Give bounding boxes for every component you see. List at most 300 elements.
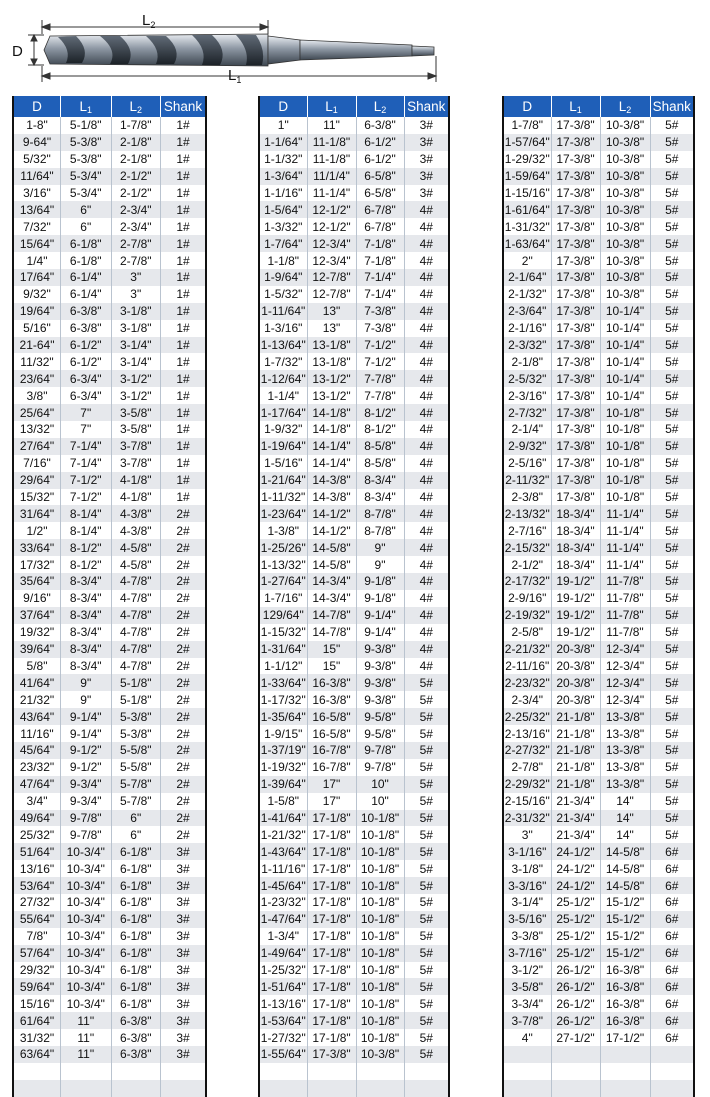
cell-flute-length: 6-5/8" <box>356 168 404 185</box>
cell-shank: 1# <box>161 337 207 354</box>
cell-overall-length: 17-1/8" <box>307 911 356 928</box>
cell-diameter: 3-3/16" <box>503 877 551 894</box>
cell-overall-length: 5-3/4" <box>60 168 111 185</box>
cell-shank: 2# <box>176 523 190 538</box>
cell-diameter: 13/16" <box>13 860 60 877</box>
cell-shank: 6# <box>650 945 694 962</box>
cell-overall-length: 11-1/4" <box>307 185 356 202</box>
cell-shank: 2# <box>161 641 207 658</box>
cell-overall-length: 17" <box>307 776 356 793</box>
cell-diameter: 1-27/64" <box>260 574 306 589</box>
cell-shank: 5# <box>650 168 694 185</box>
table-row <box>13 995 206 1012</box>
cell-shank: 6# <box>665 996 679 1011</box>
cell-diameter: 1-27/32" <box>260 1030 306 1045</box>
cell-diameter: 1-11/32" <box>259 489 307 506</box>
cell-flute-length: 10-1/8" <box>600 404 650 421</box>
cell-overall-length: 15" <box>307 658 356 675</box>
cell-overall-length: 17-3/8" <box>551 353 600 370</box>
table-row <box>13 658 206 675</box>
cell-flute-length: 14" <box>600 793 650 810</box>
cell-overall-length: 17-3/8" <box>551 337 600 354</box>
cell-shank: 6# <box>665 929 679 944</box>
cell-flute-length: 10-3/8" <box>600 252 650 269</box>
cell-flute-length: 7-1/8" <box>356 252 404 269</box>
table-row <box>503 370 694 387</box>
cell-shank: 5# <box>419 827 433 842</box>
cell-diameter: 1-47/64" <box>260 912 306 927</box>
cell-shank: 5# <box>650 201 694 218</box>
cell-flute-length: 7-1/4" <box>356 269 404 286</box>
l2-dimension-label: $L_2$ <box>142 12 156 30</box>
cell-shank: 5# <box>665 658 679 673</box>
cell-shank: 4# <box>419 422 433 437</box>
table-row <box>259 810 449 827</box>
table-row <box>13 962 206 979</box>
cell-diameter: 2-15/32" <box>504 540 550 555</box>
cell-flute-length: 10-1/8" <box>356 810 404 827</box>
cell-flute-length: 6-7/8" <box>356 218 404 235</box>
cell-diameter: 45/64" <box>13 742 60 759</box>
cell-flute-length: 10-3/8" <box>600 117 650 134</box>
cell-shank: 5# <box>650 269 694 286</box>
cell-diameter: 2-25/32" <box>504 709 550 724</box>
table-row <box>259 185 449 202</box>
table-row <box>503 843 694 860</box>
cell-shank: 5# <box>650 708 694 725</box>
cell-flute-length: 4-7/8" <box>111 607 161 624</box>
cell-diameter: 2-1/64" <box>503 269 551 286</box>
cell-flute-length: 3-1/2" <box>111 370 161 387</box>
col-header-l2: $L_2$ <box>600 96 650 117</box>
cell-shank: 5# <box>650 742 694 759</box>
table-row <box>259 624 449 641</box>
cell-diameter: 17/32" <box>13 556 60 573</box>
cell-shank: 3# <box>176 1030 190 1045</box>
cell-overall-length: 13" <box>307 320 356 337</box>
cell-shank: 6# <box>665 861 679 876</box>
cell-flute-length: 4-5/8" <box>111 556 161 573</box>
cell-flute-length: 5-1/8" <box>111 674 161 691</box>
cell-overall-length <box>60 1063 111 1080</box>
cell-overall-length: 10-3/4" <box>60 877 111 894</box>
cell-overall-length: 18-3/4" <box>551 505 600 522</box>
drill-size-table-3 <box>502 96 695 1097</box>
cell-flute-length: 8-1/2" <box>356 421 404 438</box>
cell-shank: 4# <box>404 370 449 387</box>
cell-overall-length: 6-1/4" <box>60 286 111 303</box>
cell-overall-length: 17-3/8" <box>551 489 600 506</box>
cell-flute-length: 9" <box>356 556 404 573</box>
cell-flute-length: 9-3/8" <box>356 658 404 675</box>
cell-flute-length: 6-1/8" <box>111 843 161 860</box>
cell-diameter: 2-7/16" <box>503 522 551 539</box>
cell-flute-length: 6" <box>111 826 161 843</box>
cell-flute-length: 2-1/2" <box>111 168 161 185</box>
table-row <box>259 134 449 151</box>
cell-flute-length: 3-1/4" <box>111 353 161 370</box>
cell-diameter: 1-1/4" <box>259 387 307 404</box>
table-row <box>13 438 206 455</box>
cell-flute-length: 11-1/4" <box>600 522 650 539</box>
cell-overall-length: 18-3/4" <box>551 539 600 556</box>
cell-overall-length: 11-1/8" <box>307 151 356 168</box>
cell-overall-length: 17-3/8" <box>551 252 600 269</box>
cell-shank: 2# <box>161 708 207 725</box>
cell-shank: 3# <box>161 877 207 894</box>
cell-diameter: 23/32" <box>13 759 60 776</box>
cell-flute-length: 11-1/4" <box>600 539 650 556</box>
cell-shank: 4# <box>419 388 433 403</box>
cell-diameter: 9/32" <box>13 286 60 303</box>
cell-overall-length <box>307 1080 356 1097</box>
cell-shank: 2# <box>176 794 190 809</box>
cell-flute-length: 10-1/8" <box>356 962 404 979</box>
table-row <box>503 404 694 421</box>
cell-diameter: 4" <box>503 1029 551 1046</box>
cell-flute-length: 6-1/2" <box>356 151 404 168</box>
table-row <box>503 472 694 489</box>
table-row <box>13 843 206 860</box>
cell-shank: 4# <box>404 438 449 455</box>
cell-shank: 1# <box>161 134 207 151</box>
cell-diameter: 15/16" <box>13 995 60 1012</box>
cell-diameter: 2-11/32" <box>503 472 551 489</box>
cell-shank: 1# <box>161 303 207 320</box>
table-row <box>503 286 694 303</box>
cell-flute-length: 9-1/8" <box>356 573 404 590</box>
cell-flute-length: 10-1/4" <box>600 337 650 354</box>
table-row <box>503 928 694 945</box>
cell-diameter: 1-31/32" <box>504 219 550 234</box>
cell-overall-length: 17-1/8" <box>307 995 356 1012</box>
cell-shank: 3# <box>176 996 190 1011</box>
cell-overall-length: 14-1/2" <box>307 522 356 539</box>
cell-diameter: 1-13/32" <box>260 557 306 572</box>
cell-shank: 1# <box>176 118 190 133</box>
cell-diameter: 3-7/8" <box>503 1012 551 1029</box>
cell-shank: 5# <box>650 303 694 320</box>
cell-shank: 5# <box>665 152 679 167</box>
table-row <box>259 1046 449 1063</box>
table-row <box>13 303 206 320</box>
cell-flute-length: 3-7/8" <box>111 455 161 472</box>
cell-diameter: 1-5/16" <box>259 455 307 472</box>
cell-diameter: 2-9/16" <box>503 590 551 607</box>
table-row <box>503 860 694 877</box>
cell-diameter: 11/16" <box>13 725 60 742</box>
table-row <box>13 185 206 202</box>
cell-overall-length: 17-1/8" <box>307 1029 356 1046</box>
cell-flute-length: 10-1/8" <box>356 843 404 860</box>
cell-shank <box>404 1063 449 1080</box>
table-row <box>13 860 206 877</box>
cell-diameter: 1-37/19" <box>260 743 306 758</box>
table-row <box>13 742 206 759</box>
cell-diameter: 2-3/16" <box>503 387 551 404</box>
cell-shank: 5# <box>665 118 679 133</box>
cell-diameter: 5/8" <box>13 658 60 675</box>
cell-shank: 1# <box>176 219 190 234</box>
cell-flute-length: 6-1/8" <box>111 911 161 928</box>
table-row <box>503 117 694 134</box>
cell-overall-length: 17-1/8" <box>307 978 356 995</box>
cell-overall-length: 17-3/8" <box>551 303 600 320</box>
cell-shank: 5# <box>404 1012 449 1029</box>
cell-flute-length: 10-3/8" <box>600 201 650 218</box>
cell-overall-length: 9" <box>60 674 111 691</box>
cell-shank: 5# <box>419 895 433 910</box>
cell-shank: 5# <box>665 692 679 707</box>
cell-flute-length: 4-3/8" <box>111 522 161 539</box>
cell-shank: 2# <box>176 827 190 842</box>
cell-shank: 5# <box>650 134 694 151</box>
cell-diameter: 27/64" <box>13 438 60 455</box>
table-row <box>503 1063 694 1080</box>
cell-overall-length: 13-1/8" <box>307 353 356 370</box>
cell-diameter: 39/64" <box>13 641 60 658</box>
cell-shank: 3# <box>176 929 190 944</box>
cell-overall-length: 26-1/2" <box>551 1012 600 1029</box>
cell-shank: 5# <box>404 674 449 691</box>
cell-shank: 5# <box>419 794 433 809</box>
cell-diameter: 9/16" <box>13 590 60 607</box>
cell-diameter: 1-57/64" <box>504 135 550 150</box>
cell-flute-length: 3" <box>111 286 161 303</box>
table-row <box>13 235 206 252</box>
cell-shank: 3# <box>161 978 207 995</box>
cell-flute-length: 4-5/8" <box>111 539 161 556</box>
table-row <box>13 911 206 928</box>
cell-shank: 5# <box>404 911 449 928</box>
cell-overall-length: 7-1/2" <box>60 489 111 506</box>
cell-overall-length: 9-1/2" <box>60 742 111 759</box>
cell-overall-length: 21-3/4" <box>551 810 600 827</box>
cell-diameter: 3-3/8" <box>503 928 551 945</box>
table-row <box>13 1080 206 1097</box>
cell-flute-length <box>600 1046 650 1063</box>
cell-overall-length: 24-1/2" <box>551 877 600 894</box>
cell-overall-length: 8-3/4" <box>60 590 111 607</box>
cell-overall-length: 16-5/8" <box>307 725 356 742</box>
cell-diameter <box>503 1046 551 1063</box>
cell-diameter: 2-29/32" <box>504 777 550 792</box>
cell-overall-length: 19-1/2" <box>551 590 600 607</box>
cell-diameter: 2-3/4" <box>503 691 551 708</box>
table-row <box>259 252 449 269</box>
table-row <box>13 134 206 151</box>
cell-diameter: 49/64" <box>13 810 60 827</box>
table-row <box>259 978 449 995</box>
cell-shank: 1# <box>161 269 207 286</box>
table-row <box>259 522 449 539</box>
col-header-shank: Shank <box>161 96 207 117</box>
cell-overall-length: 17-3/8" <box>551 134 600 151</box>
cell-flute-length: 5-3/8" <box>111 725 161 742</box>
cell-flute-length: 11-7/8" <box>600 590 650 607</box>
cell-shank: 5# <box>419 1030 433 1045</box>
cell-shank: 6# <box>650 911 694 928</box>
cell-overall-length: 26-1/2" <box>551 995 600 1012</box>
table-row <box>503 945 694 962</box>
cell-overall-length: 6-1/2" <box>60 353 111 370</box>
cell-flute-length: 2-3/4" <box>111 218 161 235</box>
table-row <box>13 455 206 472</box>
cell-diameter: 15/32" <box>13 489 60 506</box>
cell-overall-length: 13-1/2" <box>307 387 356 404</box>
cell-diameter: 1-1/64" <box>259 134 307 151</box>
table-row <box>13 286 206 303</box>
cell-overall-length: 19-1/2" <box>551 624 600 641</box>
cell-flute-length: 13-3/8" <box>600 742 650 759</box>
cell-shank <box>404 1080 449 1097</box>
cell-shank: 5# <box>650 539 694 556</box>
cell-flute-length: 10-3/8" <box>600 218 650 235</box>
cell-diameter: 1-12/64" <box>260 371 306 386</box>
cell-overall-length: 21-1/8" <box>551 725 600 742</box>
cell-flute-length: 10-1/4" <box>600 387 650 404</box>
cell-overall-length: 11-1/8" <box>307 134 356 151</box>
cell-flute-length: 6" <box>111 810 161 827</box>
table-row <box>13 607 206 624</box>
cell-overall-length: 7-1/2" <box>60 472 111 489</box>
cell-shank: 1# <box>161 168 207 185</box>
cell-diameter: 55/64" <box>13 911 60 928</box>
cell-shank: 5# <box>665 253 679 268</box>
cell-shank: 5# <box>665 186 679 200</box>
cell-flute-length: 2-7/8" <box>111 252 161 269</box>
cell-shank: 5# <box>665 827 679 842</box>
table-row <box>503 235 694 252</box>
cell-diameter: 1-7/64" <box>259 235 307 252</box>
cell-overall-length: 17-1/8" <box>307 1012 356 1029</box>
cell-flute-length: 6-1/8" <box>111 877 161 894</box>
cell-shank: 5# <box>404 1046 449 1063</box>
table-row <box>503 185 694 202</box>
cell-flute-length: 10-1/8" <box>356 911 404 928</box>
cell-overall-length: 6-3/8" <box>60 320 111 337</box>
cell-overall-length: 8-3/4" <box>60 641 111 658</box>
cell-shank: 4# <box>419 456 433 471</box>
table-row <box>259 843 449 860</box>
table-row <box>259 438 449 455</box>
cell-overall-length: 8-3/4" <box>60 573 111 590</box>
cell-flute-length: 13-3/8" <box>600 776 650 793</box>
cell-shank: 5# <box>665 219 679 234</box>
cell-diameter: 2-3/8" <box>503 489 551 506</box>
cell-diameter: 1-1/32" <box>259 151 307 168</box>
table-row <box>13 674 206 691</box>
table-row <box>13 776 206 793</box>
cell-diameter: 2" <box>503 252 551 269</box>
cell-flute-length: 6-1/8" <box>111 962 161 979</box>
cell-diameter: 31/32" <box>13 1029 60 1046</box>
cell-overall-length: 17-1/8" <box>307 826 356 843</box>
table-row <box>503 134 694 151</box>
cell-overall-length: 14-5/8" <box>307 539 356 556</box>
cell-overall-length: 10-3/4" <box>60 894 111 911</box>
cell-flute-length: 9-3/8" <box>356 641 404 658</box>
cell-shank: 3# <box>176 962 190 977</box>
table-row <box>13 472 206 489</box>
cell-flute-length: 2-3/4" <box>111 201 161 218</box>
table-row <box>503 877 694 894</box>
cell-flute-length: 5-7/8" <box>111 793 161 810</box>
cell-overall-length: 21-3/4" <box>551 793 600 810</box>
cell-flute-length: 11-7/8" <box>600 607 650 624</box>
cell-diameter: 1-7/16" <box>259 590 307 607</box>
cell-flute-length: 10-3/8" <box>600 286 650 303</box>
cell-shank: 1# <box>176 422 190 437</box>
cell-flute-length: 10-3/8" <box>356 1046 404 1063</box>
cell-flute-length: 4-1/8" <box>111 489 161 506</box>
cell-diameter: 3-7/16" <box>503 945 551 962</box>
cell-shank: 1# <box>176 456 190 471</box>
table-row <box>13 1046 206 1063</box>
table-row <box>503 658 694 675</box>
cell-diameter: 37/64" <box>13 607 60 624</box>
cell-flute-length: 6-7/8" <box>356 201 404 218</box>
cell-shank: 5# <box>404 742 449 759</box>
cell-flute-length: 3-5/8" <box>111 404 161 421</box>
cell-shank: 2# <box>176 726 190 741</box>
table-row <box>13 404 206 421</box>
cell-overall-length: 6-1/8" <box>60 235 111 252</box>
cell-overall-length: 10-3/4" <box>60 843 111 860</box>
cell-overall-length: 12-3/4" <box>307 235 356 252</box>
cell-overall-length: 24-1/2" <box>551 843 600 860</box>
cell-diameter: 2-21/32" <box>504 642 550 657</box>
table-row <box>503 505 694 522</box>
cell-shank: 2# <box>176 625 190 640</box>
cell-shank: 5# <box>419 726 433 741</box>
cell-shank: 5# <box>665 456 679 471</box>
cell-flute-length: 3-1/8" <box>111 320 161 337</box>
cell-overall-length: 18-3/4" <box>551 556 600 573</box>
cell-flute-length: 10-1/8" <box>600 438 650 455</box>
cell-flute-length: 5-5/8" <box>111 759 161 776</box>
cell-shank: 5# <box>665 321 679 336</box>
cell-diameter: 1-9/32" <box>259 421 307 438</box>
table-row <box>259 489 449 506</box>
cell-diameter: 1-3/8" <box>259 522 307 539</box>
cell-shank: 4# <box>419 591 433 606</box>
cell-shank: 5# <box>665 388 679 403</box>
table-row <box>259 725 449 742</box>
table-row <box>503 590 694 607</box>
cell-diameter: 1-51/64" <box>260 979 306 994</box>
cell-diameter: 2-17/32" <box>504 574 550 589</box>
cell-flute-length: 10" <box>356 793 404 810</box>
cell-overall-length: 17-3/8" <box>551 286 600 303</box>
cell-shank: 5# <box>650 776 694 793</box>
cell-shank: 1# <box>161 370 207 387</box>
cell-diameter <box>13 1080 60 1097</box>
cell-overall-length: 11" <box>60 1012 111 1029</box>
table-row <box>503 320 694 337</box>
table-row <box>503 252 694 269</box>
cell-shank: 3# <box>161 1012 207 1029</box>
cell-overall-length: 7-1/4" <box>60 438 111 455</box>
cell-diameter: 1-33/64" <box>260 675 306 690</box>
cell-diameter: 1-35/64" <box>260 709 306 724</box>
cell-flute-length: 8-1/2" <box>356 404 404 421</box>
cell-shank: 5# <box>665 557 679 572</box>
cell-diameter: 1-19/64" <box>260 439 306 454</box>
table-row <box>13 877 206 894</box>
cell-flute-length: 9-7/8" <box>356 759 404 776</box>
cell-shank: 2# <box>176 760 190 775</box>
